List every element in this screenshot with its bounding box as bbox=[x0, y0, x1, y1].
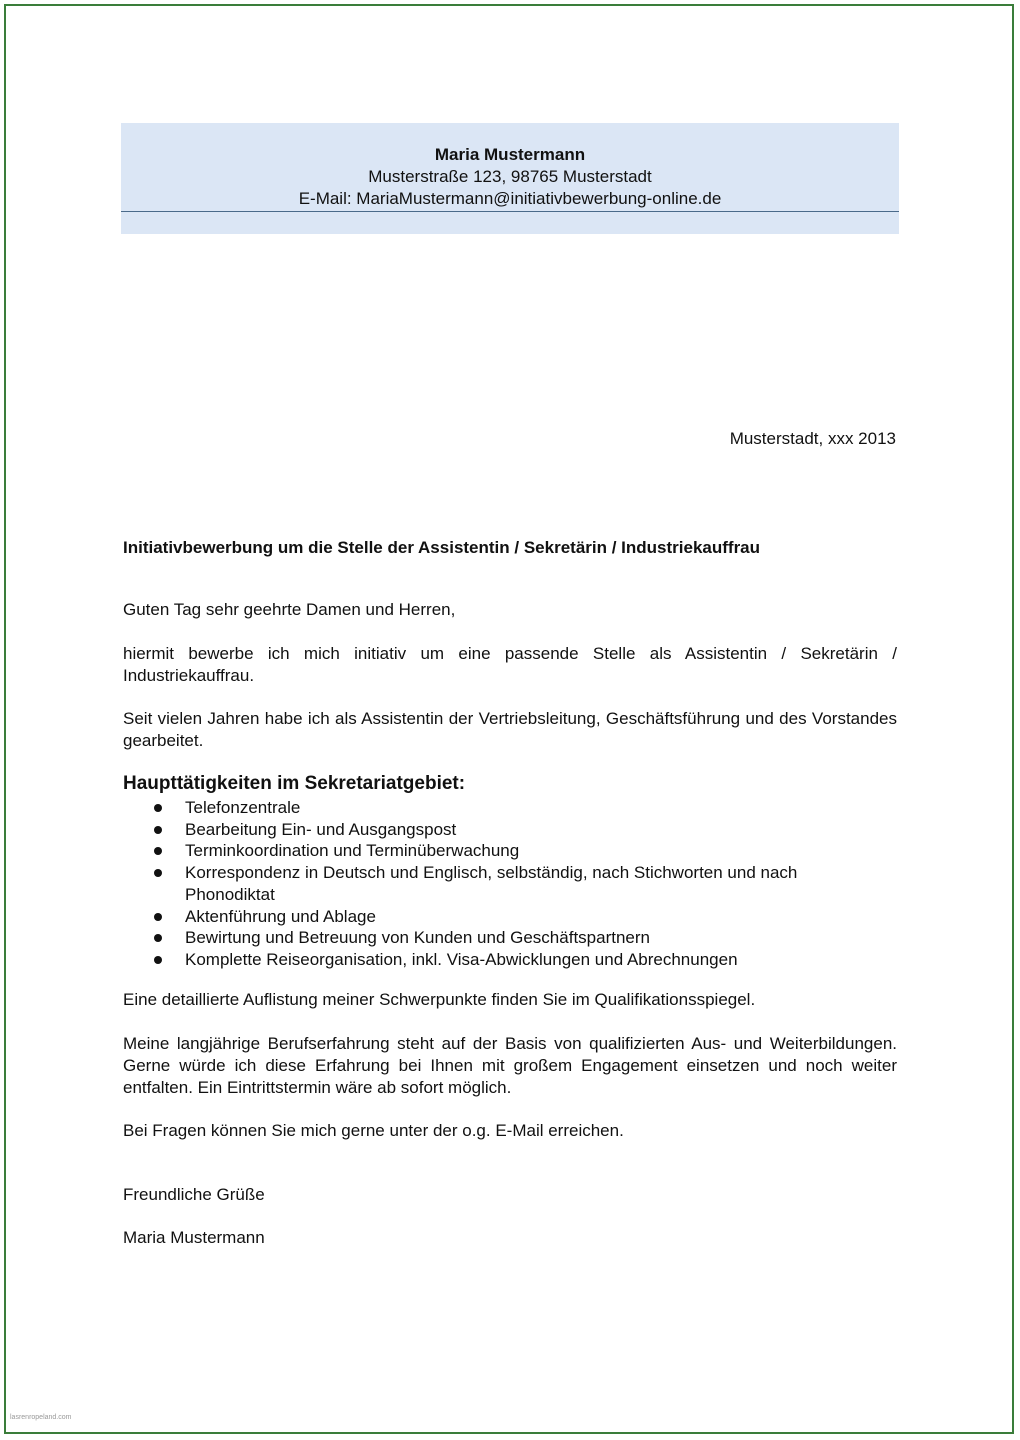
intro-paragraph: hiermit bewerbe ich mich initiativ um eine passende Stelle als Assistentin / Sekretärin / Industriekauffrau. bbox=[123, 644, 897, 685]
list-item: Komplette Reiseorganisation, inkl. Visa-Abwicklungen und Abrechnungen bbox=[123, 949, 897, 971]
letterhead bbox=[121, 123, 899, 234]
letter-date: Musterstadt, xxx 2013 bbox=[729, 429, 896, 448]
contact-note: Bei Fragen können Sie mich gerne unter der o.g. E-Mail erreichen. bbox=[123, 1121, 624, 1140]
bullet-icon bbox=[154, 913, 162, 921]
sender-name: Maria Mustermann bbox=[434, 145, 586, 164]
bullet-icon bbox=[154, 826, 162, 834]
greeting: Guten Tag sehr geehrte Damen und Herren, bbox=[123, 600, 456, 619]
sender-email: E-Mail: MariaMustermann@initiativbewerbung-online.de bbox=[298, 189, 722, 208]
list-item: Terminkoordination und Terminüberwachung bbox=[123, 840, 897, 862]
sender-address: Musterstraße 123, 98765 Musterstadt bbox=[368, 167, 652, 186]
tasks-heading: Haupttätigkeiten im Sekretariatgebiet: bbox=[123, 773, 466, 794]
list-item: Bewirtung und Betreuung von Kunden und Geschäftspartnern bbox=[123, 927, 897, 949]
bullet-icon bbox=[154, 847, 162, 855]
list-item: Korrespondenz in Deutsch und Englisch, selbständig, nach Stichworten und nach Phonodiktat bbox=[123, 862, 897, 905]
list-item: Aktenführung und Ablage bbox=[123, 906, 897, 928]
experience-paragraph: Seit vielen Jahren habe ich als Assistentin der Vertriebsleitung, Geschäftsführung und des Vorstandes gearbeitet. bbox=[123, 709, 897, 750]
watermark-text: lasrenropeland.com bbox=[10, 1414, 72, 1421]
signature-name: Maria Mustermann bbox=[123, 1228, 265, 1247]
letter-subject: Initiativbewerbung um die Stelle der Assistentin / Sekretärin / Industriekauffrau bbox=[123, 538, 761, 557]
tasks-list bbox=[123, 797, 897, 971]
bullet-icon bbox=[154, 934, 162, 942]
list-item: Telefonzentrale bbox=[123, 797, 897, 819]
header-divider bbox=[121, 211, 899, 212]
bullet-icon bbox=[154, 804, 162, 812]
list-item: Bearbeitung Ein- und Ausgangspost bbox=[123, 819, 897, 841]
qualification-note: Eine detaillierte Auflistung meiner Schwerpunkte finden Sie im Qualifikationsspiegel. bbox=[123, 990, 756, 1009]
bullet-icon bbox=[154, 956, 162, 964]
motivation-paragraph: Meine langjährige Berufserfahrung steht auf der Basis von qualifizierten Aus- und Weiterbildungen. Gerne würde ich diese Erfahrung bei Ihnen mit großem Engagement einsetzen und noch weiter entfalten. Ein Eintrittstermin wäre ab sofort möglich. bbox=[123, 1034, 897, 1097]
bullet-icon bbox=[154, 869, 162, 877]
closing-phrase: Freundliche Grüße bbox=[123, 1185, 265, 1204]
